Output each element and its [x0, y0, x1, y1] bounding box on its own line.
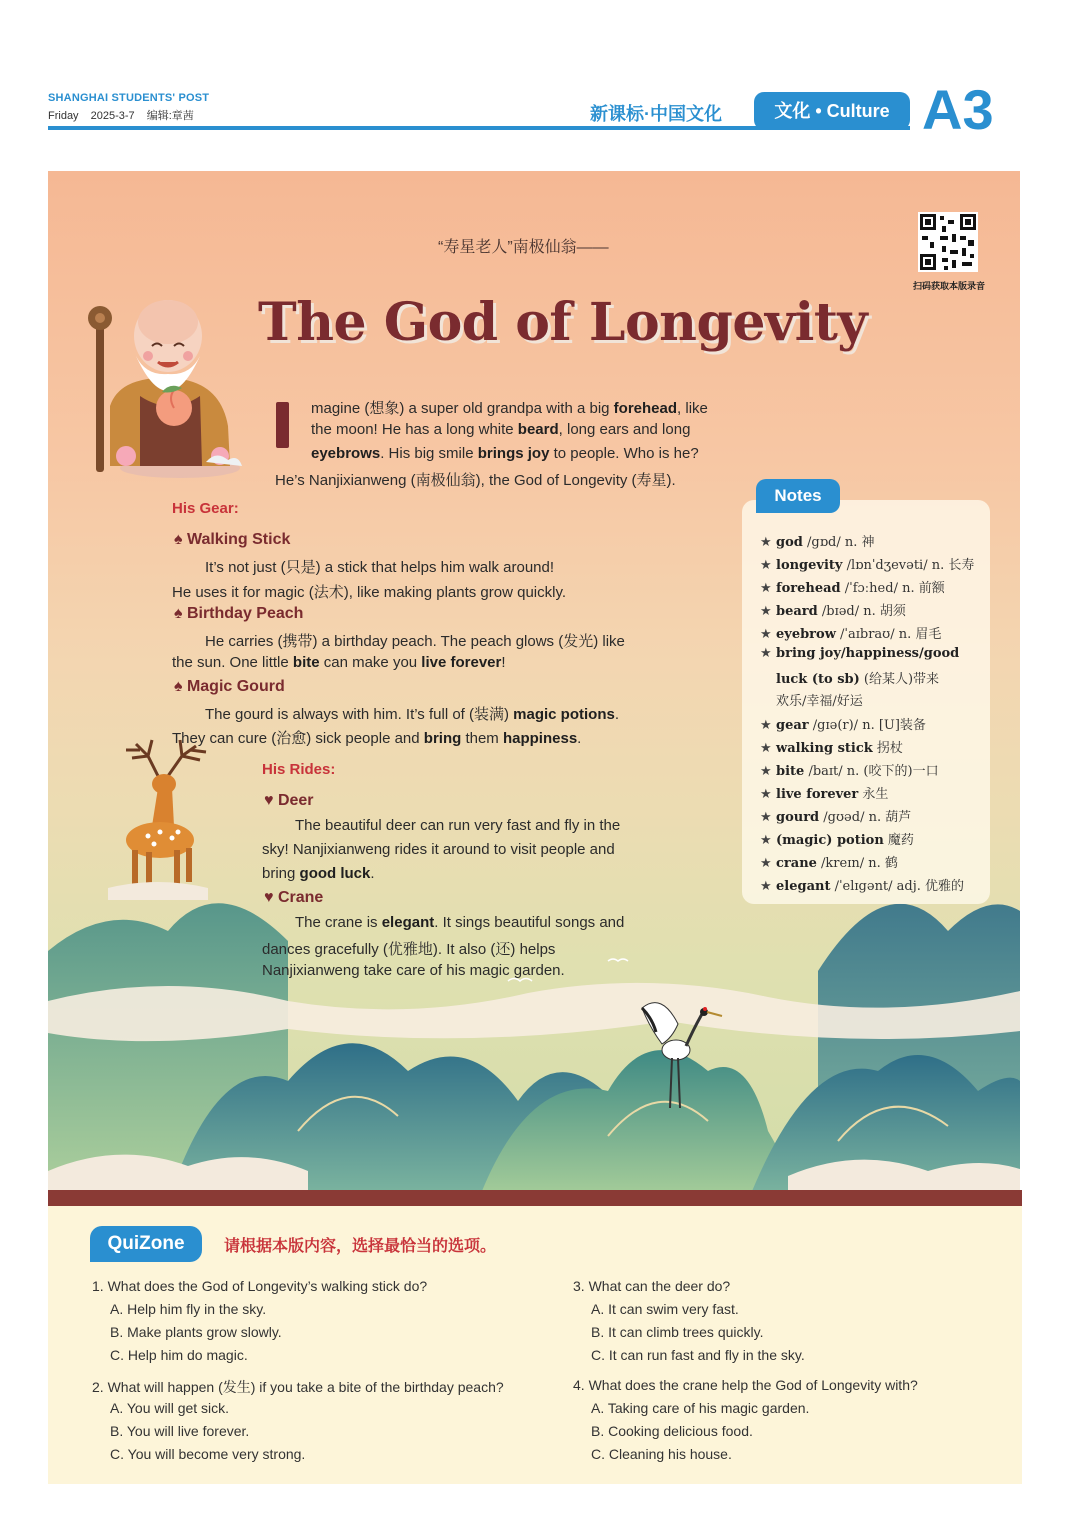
- quiz-option[interactable]: B. Cooking delicious food.: [591, 1423, 753, 1439]
- page-title: The God of Longevity: [258, 292, 868, 353]
- quiz-question-3: 3. What can the deer do?: [573, 1278, 731, 1294]
- gear-heading: His Gear:: [172, 500, 239, 517]
- gear-text-line: He uses it for magic (法术), like making plants grow quickly.: [172, 584, 567, 601]
- intro-line: the moon! He has a long white beard, long ears and long: [311, 421, 691, 438]
- note-item: ★ bring joy/happiness/good: [760, 646, 960, 661]
- note-item: ★ god /gɒd/ n. 神: [760, 535, 875, 550]
- gear-text-line: the sun. One little bite can make you live forever!: [172, 654, 506, 671]
- gear-birthday-peach-heading: ♠ Birthday Peach: [174, 605, 304, 622]
- editor-credit: 编辑:章茜: [146, 110, 194, 122]
- issue-info: [48, 107, 209, 123]
- quiz-option[interactable]: B. It can climb trees quickly.: [591, 1324, 764, 1340]
- note-item: ★ forehead /ˈfɔːhed/ n. 前额: [760, 581, 945, 596]
- god-of-longevity-illustration: [70, 296, 242, 480]
- note-item: ★ walking stick 拐杖: [760, 741, 903, 756]
- quiz-option[interactable]: A. Help him fly in the sky.: [110, 1301, 267, 1317]
- quiz-option[interactable]: A. Taking care of his magic garden.: [591, 1400, 810, 1416]
- intro-line: He’s Nanjixianweng (南极仙翁), the God of Longevity (寿星).: [275, 472, 676, 489]
- ride-crane-heading: ♥ Crane: [264, 889, 324, 906]
- quiz-question-2: 2. What will happen (发生) if you take a bite of the birthday peach?: [92, 1379, 504, 1395]
- intro-line: magine (想象) a super old grandpa with a big forehead, like: [311, 400, 708, 417]
- quiz-question-1: 1. What does the God of Longevity’s walking stick do?: [92, 1278, 428, 1294]
- intro-line: eyebrows. His big smile brings joy to people. Who is he?: [311, 445, 699, 462]
- section-divider-bar: [48, 1190, 1022, 1206]
- drop-cap-i: [276, 402, 289, 448]
- quiz-option[interactable]: A. You will get sick.: [110, 1400, 230, 1416]
- note-item: ★ bite /baɪt/ n. (咬下的)一口: [760, 764, 939, 779]
- column-name: 新课标·中国文化: [590, 104, 722, 124]
- ride-deer-heading: ♥ Deer: [264, 792, 314, 809]
- qr-code[interactable]: [918, 212, 978, 272]
- paper-name: SHANGHAI STUDENTS' POST: [48, 92, 210, 104]
- masthead: [48, 92, 209, 123]
- note-item: ★ longevity /lɒnˈdʒevəti/ n. 长寿: [760, 558, 975, 573]
- ride-text-line: sky! Nanjixianweng rides it around to visit people and: [262, 841, 615, 858]
- ride-text-line: bring good luck.: [262, 865, 375, 882]
- quiz-question-4: 4. What does the crane help the God of Longevity with?: [573, 1377, 918, 1393]
- quiz-option[interactable]: C. You will become very strong.: [110, 1446, 306, 1462]
- gear-text-line: They can cure (治愈) sick people and bring them happiness.: [172, 730, 582, 747]
- quiz-option[interactable]: B. Make plants grow slowly.: [110, 1324, 282, 1340]
- crane-illustration: [632, 988, 726, 1120]
- quiz-option[interactable]: C. Help him do magic.: [110, 1347, 248, 1363]
- gear-magic-gourd-heading: ♠ Magic Gourd: [174, 678, 285, 695]
- note-item: ★ live forever 永生: [760, 787, 889, 802]
- note-item: ★ eyebrow /ˈaɪbraʊ/ n. 眉毛: [760, 627, 942, 642]
- page-number: A3: [922, 78, 994, 141]
- gear-text-line: It’s not just (只是) a stick that helps him walk around!: [205, 559, 555, 576]
- ride-text-line: dances gracefully (优雅地). It also (还) helps: [262, 941, 556, 958]
- gear-text-line: The gourd is always with him. It’s full of (装满) magic potions.: [205, 706, 620, 723]
- note-continuation: luck (to sb) (给某人)带来: [776, 672, 940, 687]
- note-item: ★ beard /bɪəd/ n. 胡须: [760, 604, 906, 619]
- note-item: ★ (magic) potion 魔药: [760, 833, 914, 848]
- quiz-label: QuiZone: [90, 1226, 202, 1262]
- quiz-instruction: 请根据本版内容，选择最恰当的选项。: [224, 1238, 497, 1255]
- note-item: ★ crane /kreɪn/ n. 鹤: [760, 856, 898, 871]
- quiz-option[interactable]: B. You will live forever.: [110, 1423, 250, 1439]
- ride-text-line: The beautiful deer can run very fast and fly in the: [295, 817, 621, 834]
- deer-illustration: [88, 736, 228, 900]
- gear-walking-stick-heading: ♠ Walking Stick: [174, 531, 291, 548]
- issue-date: 2025-3-7: [90, 110, 135, 122]
- quiz-option[interactable]: C. It can run fast and fly in the sky.: [591, 1347, 805, 1363]
- notes-label: Notes: [756, 479, 840, 513]
- note-item: ★ gear /gɪə(r)/ n. [U]装备: [760, 718, 926, 733]
- rides-heading: His Rides:: [262, 761, 336, 778]
- ride-text-line: The crane is elegant. It sings beautiful songs and: [295, 914, 625, 931]
- issue-day: Friday: [48, 110, 79, 122]
- note-item: ★ gourd /gʊəd/ n. 葫芦: [760, 810, 912, 825]
- header-divider: [48, 126, 910, 130]
- article-kicker: “寿星老人”南极仙翁——: [438, 239, 609, 256]
- ride-text-line: Nanjixianweng take care of his magic garden.: [262, 962, 565, 979]
- qr-caption: 扫码获取本版录音: [912, 281, 985, 291]
- note-continuation: 欢乐/幸福/好运: [776, 694, 863, 709]
- quiz-option[interactable]: A. It can swim very fast.: [591, 1301, 739, 1317]
- gear-text-line: He carries (携带) a birthday peach. The peach glows (发光) like: [205, 633, 625, 650]
- quiz-option[interactable]: C. Cleaning his house.: [591, 1446, 732, 1462]
- note-item: ★ elegant /ˈelɪgənt/ adj. 优雅的: [760, 879, 965, 894]
- section-tag: 文化 • Culture: [754, 92, 910, 130]
